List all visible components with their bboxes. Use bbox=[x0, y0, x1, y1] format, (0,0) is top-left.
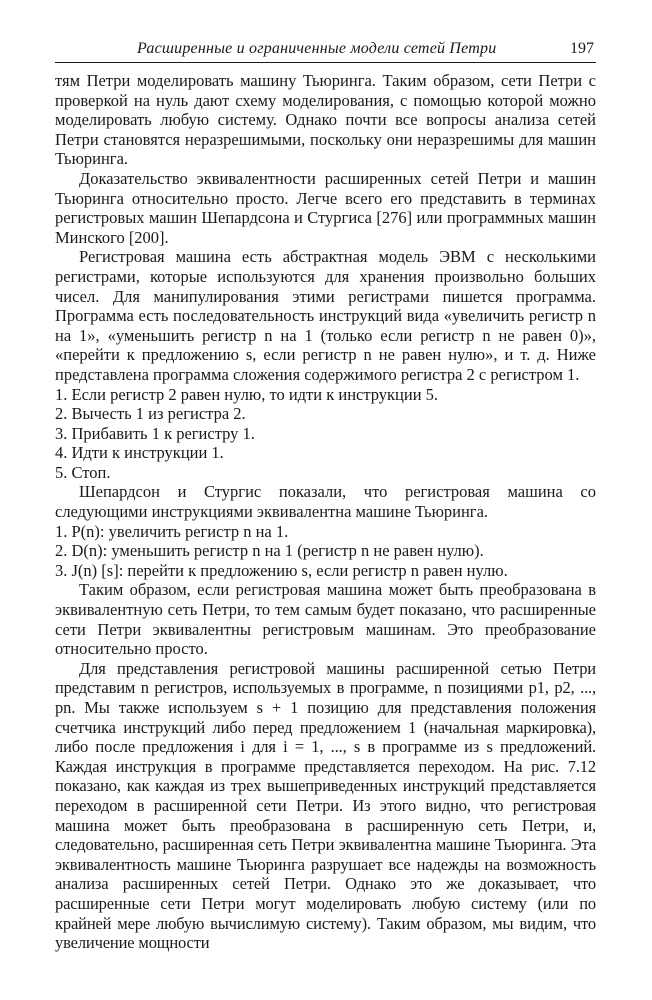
program-line-4: 4. Идти к инструкции 1. bbox=[55, 443, 224, 463]
program-line-3: 3. Прибавить 1 к регистру 1. bbox=[55, 423, 255, 443]
paragraph-3: Регистровая машина есть абстрактная модель ЭВМ с несколькими регистрами, которые используются для хранения произвольно больших чисел. Для манипулирования этими регистрами пишется программа. Программа есть последовательность инструкций вида «увеличить регистр n на 1», «уменьшить регистр n на 1 (только если регистр n не равен 0)», «перейти к предложению s, если регистр n не равен нулю», и т. д. Ниже представлена программа сложения содержимого регистра 2 с регистром 1. bbox=[55, 247, 596, 384]
body-text bbox=[55, 71, 596, 953]
paragraph-4: Шепардсон и Стургис показали, что регистровая машина со следующими инструкциями эквивалентна машине Тьюринга. bbox=[55, 482, 596, 522]
paragraph-2: Доказательство эквивалентности расширенных сетей Петри и машин Тьюринга относительно просто. Легче всего его представить в терминах регистровых машин Шепардсона и Стургиса [276] или программных машин Минского [200]. bbox=[55, 168, 596, 247]
paragraph-6: Для представления регистровой машины расширенной сетью Петри представим n регистров, используемых в программе, n позициями p1, p2, ..., pn. Мы также используем s + 1 позицию для представления положения счетчика инструкций либо перед предложением 1 (начальная маркировка), либо после предложения i для i = 1, ..., s в программе из s предложений. Каждая инструкция в программе представляется переходом. На рис. 7.12 показано, как каждая из трех вышеприведенных инструкций представляется переходом в расширенной сети Петри. Из этого видно, что регистровая машина может быть преобразована в расширенную сеть Петри, и, следовательно, расширенная сеть Петри эквивалентна машине Тьюринга. Эта эквивалентность машине Тьюринга разрушает все надежды на возможность анализа расширенных сетей Петри. Однако это же доказывает, что расширенные сети Петри могут моделировать любую систему (или по крайней мере любую вычислимую систему). Таким образом, мы видим, что увеличение мощности bbox=[55, 658, 596, 953]
header-rule bbox=[55, 62, 596, 63]
running-title: Расширенные и ограниченные модели сетей Петри bbox=[137, 40, 497, 57]
instruction-line-1: 1. P(n): увеличить регистр n на 1. bbox=[55, 521, 289, 541]
program-line-2: 2. Вычесть 1 из регистра 2. bbox=[55, 404, 246, 424]
program-line-1: 1. Если регистр 2 равен нулю, то идти к инструкции 5. bbox=[55, 384, 439, 404]
instruction-line-2: 2. D(n): уменьшить регистр n на 1 (регистр n не равен нулю). bbox=[55, 541, 484, 561]
paragraph-1: тям Петри моделировать машину Тьюринга. Таким образом, сети Петри с проверкой на нуль дают схему моделирования, с помощью которой можно моделировать любую систему. Однако почти все вопросы анализа сетей Петри становятся неразрешимыми, поскольку они неразрешимы для машин Тьюринга. bbox=[55, 71, 596, 169]
book-page bbox=[55, 38, 596, 953]
paragraph-5: Таким образом, если регистровая машина может быть преобразована в эквивалентную сеть Петри, то тем самым будет показано, что расширенные сети Петри эквивалентны регистровым машинам. Это преобразование относительно просто. bbox=[55, 580, 596, 659]
page-number: 197 bbox=[570, 40, 594, 57]
program-line-5: 5. Стоп. bbox=[55, 462, 111, 482]
running-head bbox=[55, 38, 596, 60]
instruction-line-3: 3. J(n) [s]: перейти к предложению s, если регистр n равен нулю. bbox=[55, 560, 508, 580]
